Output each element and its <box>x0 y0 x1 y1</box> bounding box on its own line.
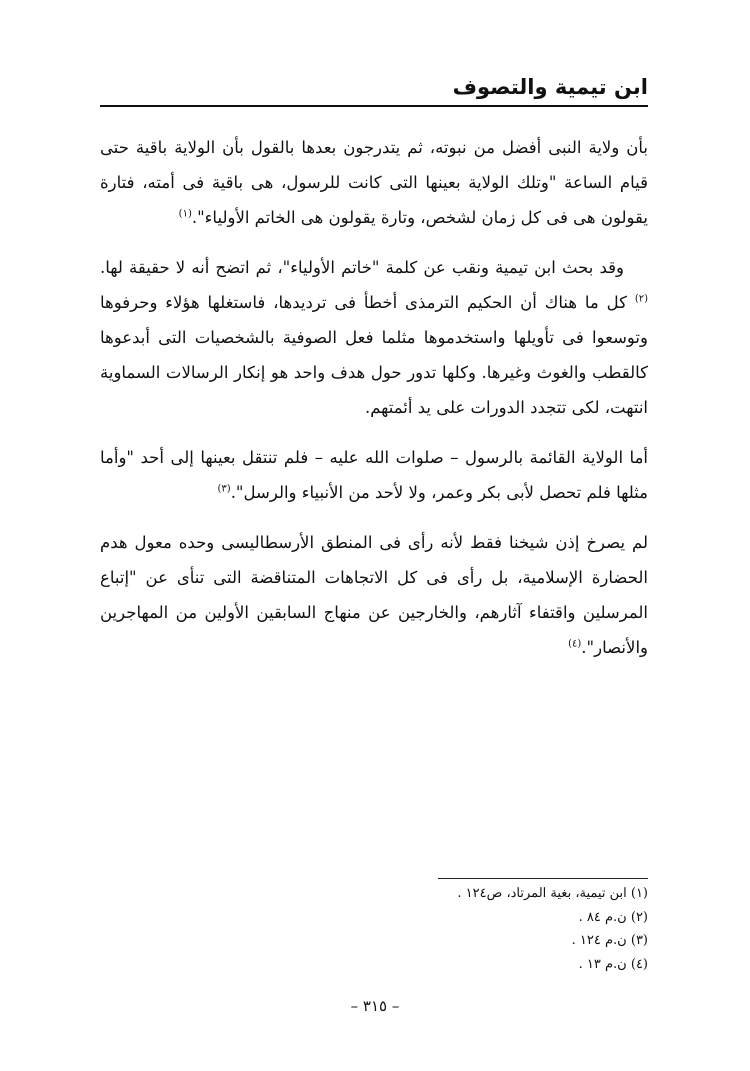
paragraph-text-continued: كل ما هناك أن الحكيم الترمذى أخطأ فى ترديدها، فاستغلها هؤلاء وحرفوها وتوسعوا فى تأويلها واستخدموها مثلما فعل الصوفية بالشخصيات التى أبدعوها كالقطب والغوث وغيرها. وكلها تدور حول هدف واحد هو إنكار الرسالات السماوية انتهت، لكى تتجدد الدورات على يد أئمتهم. <box>100 293 648 417</box>
paragraph-text: بأن ولاية النبى أفضل من نبوته، ثم يتدرجون بعدها بالقول بأن الولاية باقية حتى قيام الساعة "وتلك الولاية بعينها التى كانت للرسول، هى باقية فى أمته، فتارة يقولون هى فى كل زمان لشخص، وتارة يقولون هى الخاتم الأولياء". <box>100 138 648 227</box>
footnote-ref: (١) <box>178 208 192 220</box>
footnote-item: (٣) ن.م ١٢٤ . <box>571 933 648 948</box>
page-number: – ٣١٥ – <box>350 997 400 1015</box>
paragraph-text: وقد بحث ابن تيمية ونقب عن كلمة "خاتم الأولياء"، ثم اتضح أنه لا حقيقة لها. <box>100 258 624 277</box>
paragraph-1 <box>100 130 648 235</box>
paragraph-3 <box>100 440 648 510</box>
footnote-item: (٢) ن.م ٨٤ . <box>578 909 648 925</box>
footnote-item: (٤) ن.م ١٣ . <box>578 956 648 972</box>
body-text <box>100 130 648 680</box>
footnote-separator <box>438 878 648 879</box>
footnote-ref: (٣) <box>217 483 231 495</box>
running-header: ابن تيمية والتصوف <box>452 75 648 99</box>
header-rule <box>100 105 648 107</box>
paragraph-text: أما الولاية القائمة بالرسول – صلوات الله عليه – فلم تنتقل بعينها إلى أحد "وأما مثلها فلم تحصل لأبى بكر وعمر، ولا لأحد من الأنبياء والرسل". <box>100 448 648 502</box>
paragraph-text: لم يصرخ إذن شيخنا فقط لأنه رأى فى المنطق الأرسطاليسى وحده معول هدم الحضارة الإسلامية، بل رأى فى كل الاتجاهات المتناقضة التى تنأى عن "إتباع المرسلين واقتفاء آثارهم، والخارجين عن منهاج السابقين الأولين من المهاجرين والأنصار". <box>100 533 648 657</box>
footnote-ref: (٤) <box>568 638 582 650</box>
paragraph-2 <box>100 250 648 425</box>
paragraph-4 <box>100 525 648 665</box>
footnote-item: (١) ابن تيمية، بغية المرتاد، ص١٢٤ . <box>457 886 648 901</box>
footnotes-list <box>457 882 648 976</box>
footnote-ref: (٢) <box>634 293 648 305</box>
